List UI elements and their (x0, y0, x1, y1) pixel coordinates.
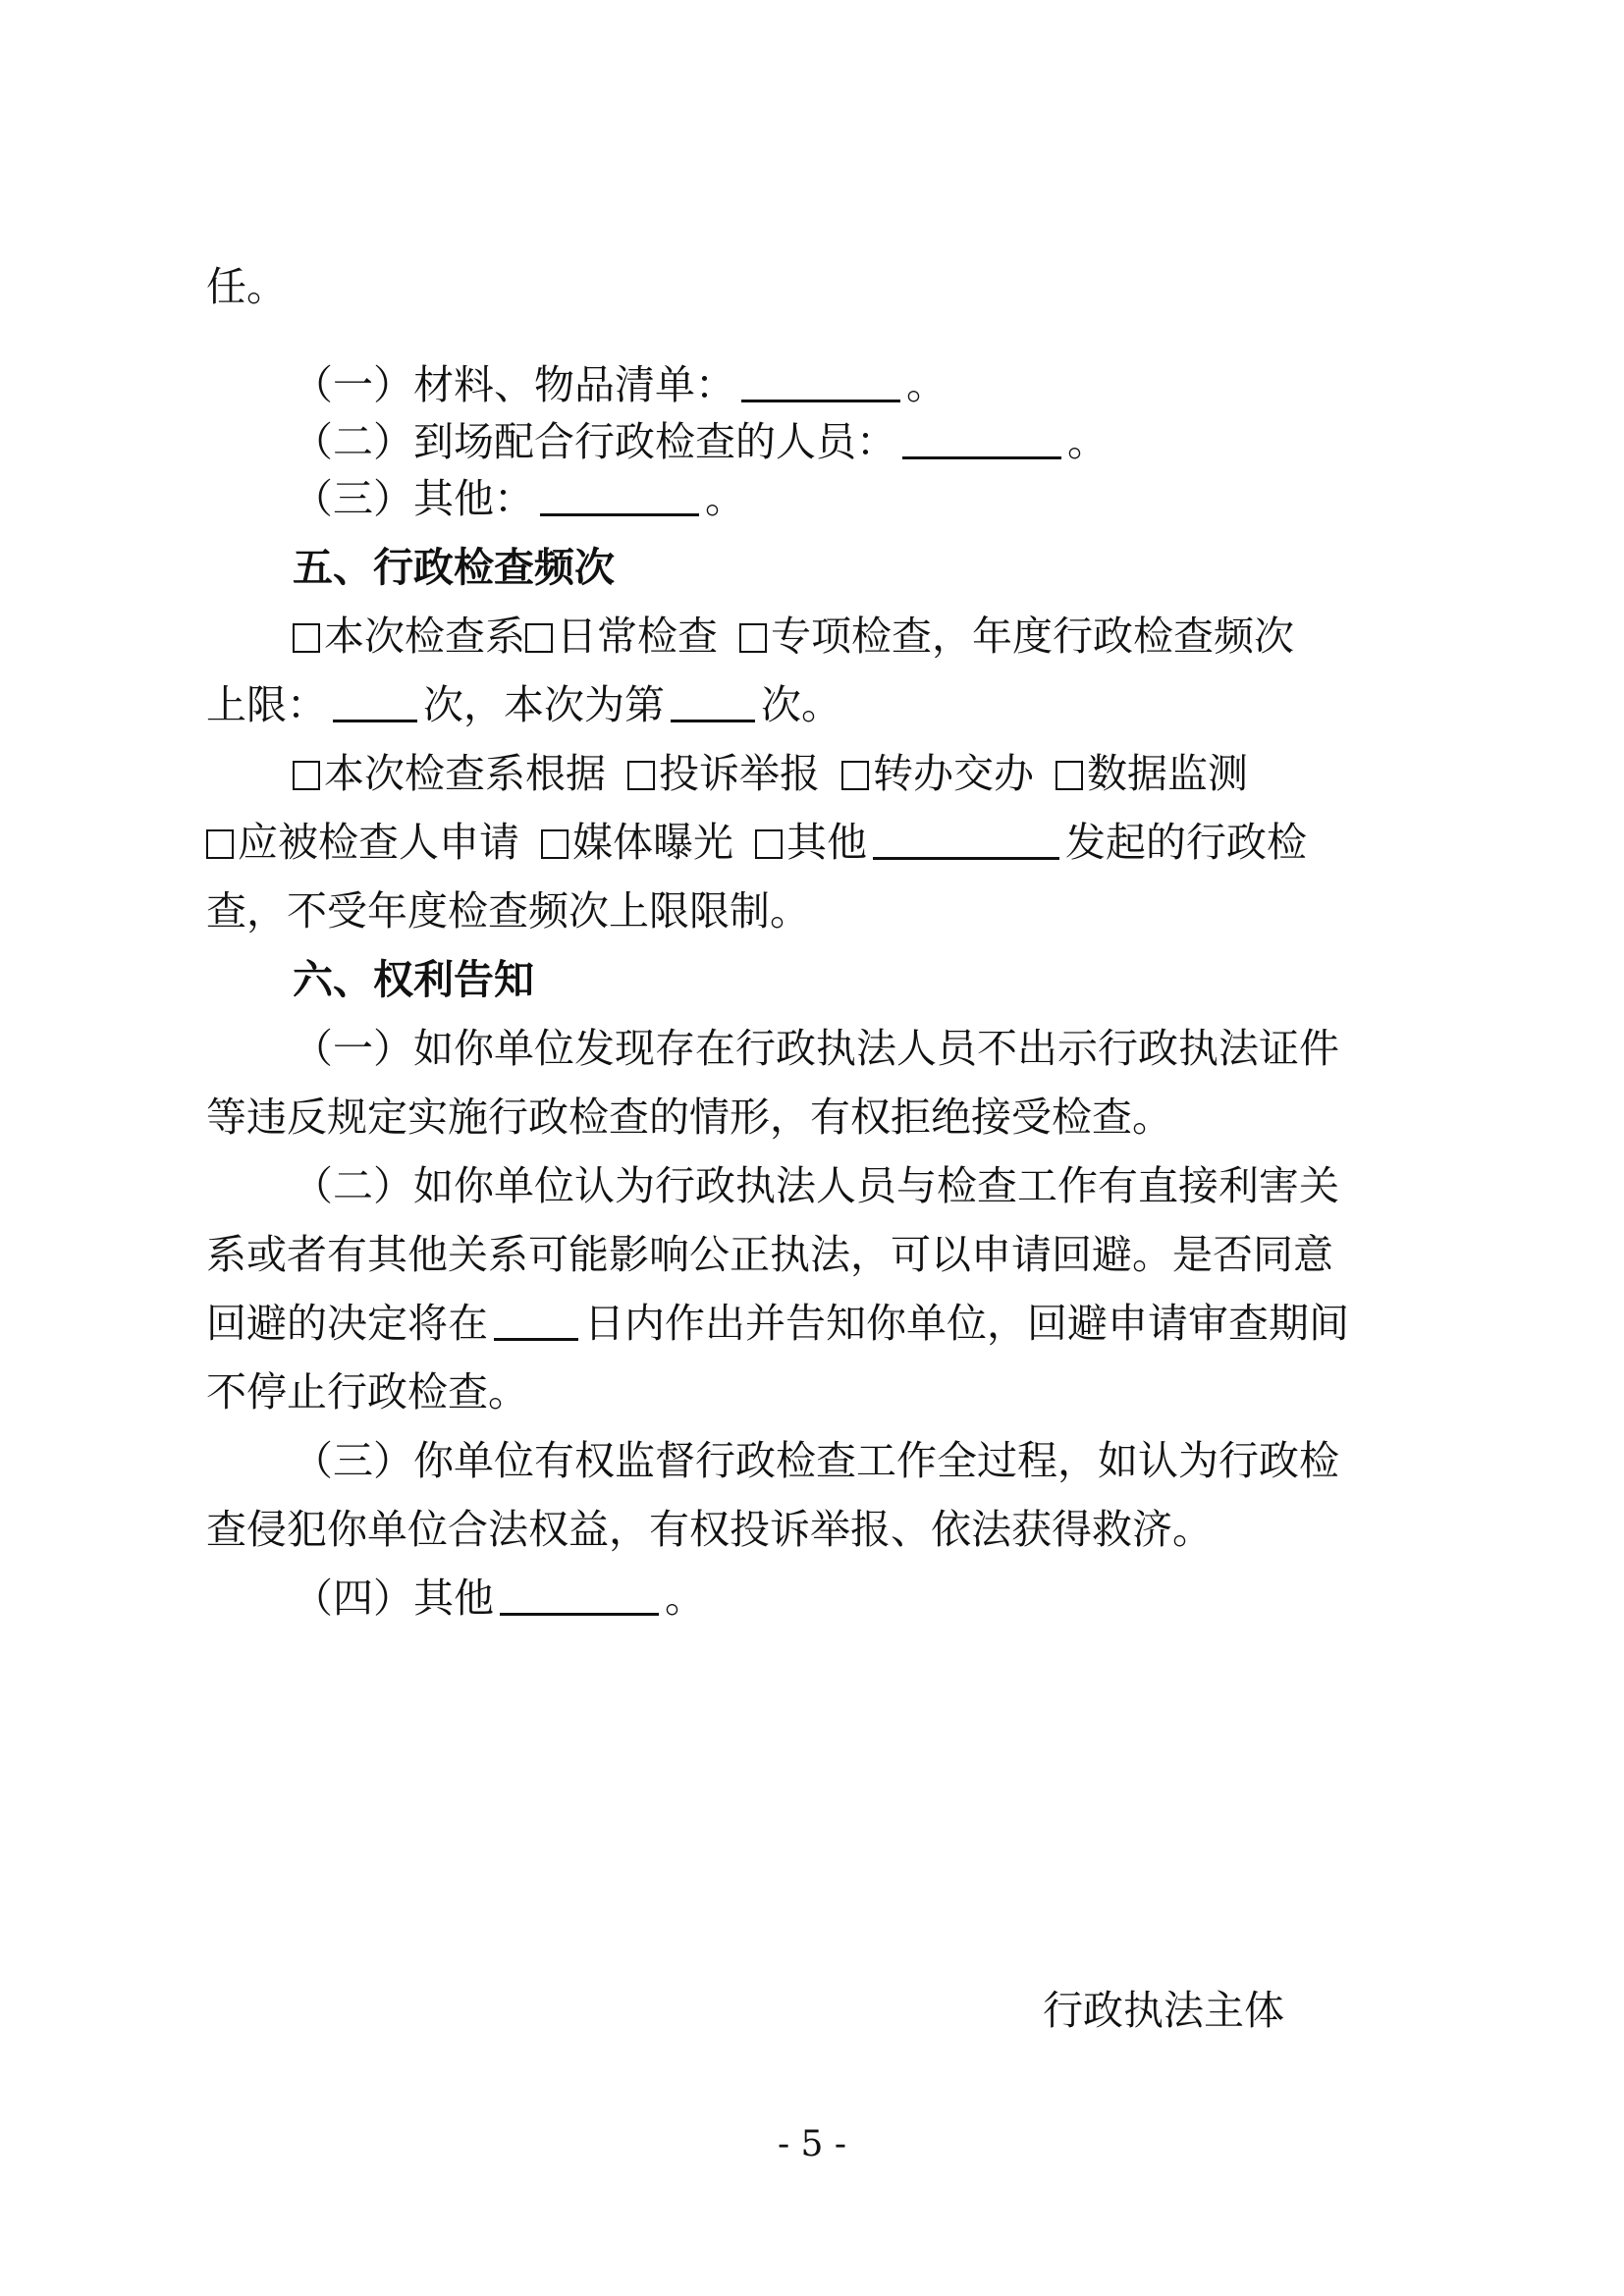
text: 本次检查系 (324, 613, 525, 660)
fill-blank-other[interactable] (540, 474, 699, 516)
text-line (206, 1225, 1333, 1284)
text: 应被检查人申请 (238, 819, 519, 866)
text: 回避的决定将在 (206, 1300, 488, 1347)
text-line (206, 469, 745, 528)
text: 本次检查系根据 (324, 750, 606, 797)
fill-blank-materials[interactable] (741, 360, 900, 402)
checkbox-special[interactable] (739, 623, 767, 653)
text-line (206, 1500, 1213, 1559)
text: 日内作出并告知你单位，回避申请审查期间 (584, 1300, 1349, 1347)
text-line (206, 412, 1108, 471)
checkbox-complaint[interactable] (627, 761, 655, 790)
text: 日常检查 (557, 613, 718, 660)
text-line (206, 813, 1307, 872)
fill-blank-days[interactable] (494, 1299, 578, 1341)
section-heading (206, 950, 534, 1009)
fill-blank-limit[interactable] (333, 680, 417, 722)
text-line (206, 1431, 1339, 1490)
checkbox[interactable] (293, 623, 320, 653)
text: （一）材料、物品清单： (293, 361, 735, 408)
text: 专项检查，年度行政检查频次 (771, 613, 1294, 660)
text: 媒体曝光 (572, 819, 733, 866)
text-line (206, 1569, 705, 1628)
text: 不停止行政检查。 (206, 1368, 528, 1415)
checkbox-transfer[interactable] (841, 761, 869, 790)
text-line (206, 1088, 1172, 1147)
text-line (206, 1019, 1339, 1078)
text: 次，本次为第 (423, 681, 665, 728)
fill-blank-current[interactable] (671, 680, 755, 722)
text-line (206, 355, 947, 414)
text: 发起的行政检 (1065, 819, 1307, 866)
text: 查侵犯你单位合法权益，有权投诉举报、依法获得救济。 (206, 1506, 1213, 1553)
text-line (206, 675, 841, 734)
checkbox[interactable] (293, 761, 320, 790)
checkbox-media[interactable] (541, 829, 568, 859)
text: （三）你单位有权监督行政检查工作全过程，如认为行政检 (293, 1437, 1339, 1484)
text: （一）如你单位发现存在行政执法人员不出示行政执法证件 (293, 1025, 1339, 1072)
heading-text: 六、权利告知 (293, 956, 534, 1003)
text: 数据监测 (1087, 750, 1248, 797)
checkbox-daily[interactable] (525, 623, 553, 653)
text: 。 (906, 361, 947, 408)
fill-blank-basis-other[interactable] (873, 818, 1059, 860)
text: 投诉举报 (659, 750, 820, 797)
fill-blank-other-rights[interactable] (500, 1574, 659, 1616)
text-line (206, 881, 810, 940)
text: 查，不受年度检查频次上限限制。 (206, 887, 810, 934)
text: 。 (705, 475, 745, 522)
text: 等违反规定实施行政检查的情形，有权拒绝接受检查。 (206, 1094, 1172, 1141)
text: 上限： (206, 681, 327, 728)
heading-text: 五、行政检查频次 (293, 544, 615, 591)
text: 系或者有其他关系可能影响公正执法，可以申请回避。是否同意 (206, 1231, 1333, 1278)
text: （三）其他： (293, 475, 534, 522)
text: （二）如你单位认为行政执法人员与检查工作有直接利害关 (293, 1162, 1339, 1209)
checkbox-data[interactable] (1056, 761, 1083, 790)
text-line (206, 1294, 1349, 1353)
checkbox-other[interactable] (755, 829, 783, 859)
text: （四）其他 (293, 1575, 494, 1622)
text: （二）到场配合行政检查的人员： (293, 418, 896, 465)
fill-blank-personnel[interactable] (902, 417, 1061, 459)
text-line (206, 257, 287, 316)
text-line (206, 744, 1248, 803)
text: 。 (665, 1575, 705, 1622)
page-number: - 5 - (777, 2124, 847, 2164)
text: 转办交办 (873, 750, 1034, 797)
checkbox-request[interactable] (206, 829, 234, 859)
text-line (206, 1362, 528, 1421)
section-heading (206, 538, 615, 597)
text-line (206, 1156, 1339, 1215)
signature-entity: 行政执法主体 (1043, 1987, 1284, 2034)
text: 次。 (761, 681, 841, 728)
text: 其他 (786, 819, 867, 866)
text: 任。 (206, 263, 287, 310)
text-line (206, 607, 1294, 666)
text: 。 (1067, 418, 1108, 465)
